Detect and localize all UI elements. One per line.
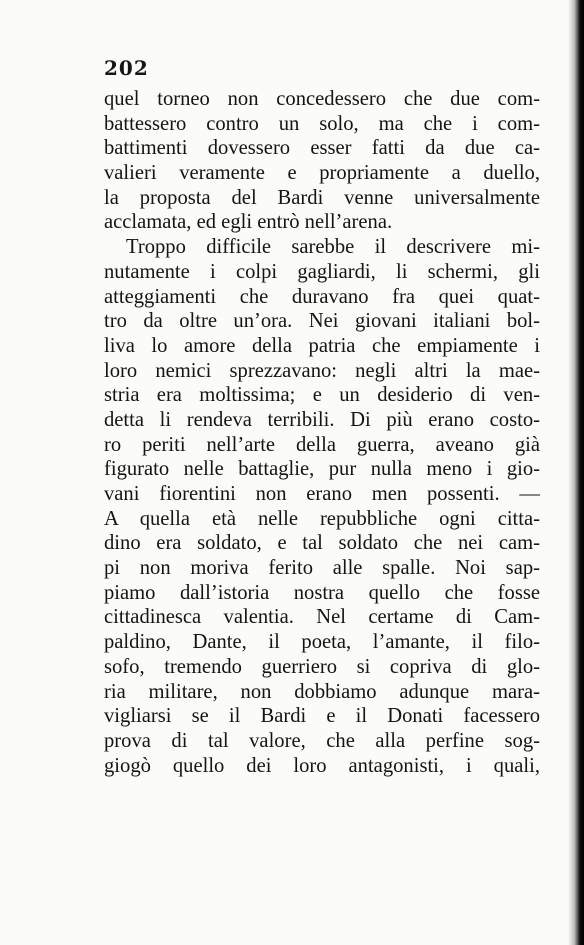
- text-line: vigliarsi se il Bardi e il Donati facessero: [104, 705, 540, 728]
- text-line: Troppo difficile sarebbe il descrivere mi-: [126, 236, 540, 259]
- page-edge-shadow: [568, 0, 584, 945]
- text-line: atteggiamenti che duravano fra quei quat-: [104, 285, 540, 308]
- text-line: vani fiorentini non erano men possenti. —: [104, 483, 540, 505]
- text-line: battessero contro un solo, ma che i com-: [104, 112, 540, 135]
- text-line: tro da oltre un’ora. Nei giovani italiani bol-: [104, 310, 540, 333]
- text-line: valieri veramente e propriamente a duello,: [104, 162, 540, 185]
- text-line: nutamente i colpi gagliardi, li schermi, gli: [104, 260, 540, 283]
- text-line: stria era moltissima; e un desiderio di ven-: [104, 384, 540, 407]
- body-text: [104, 87, 540, 778]
- text-line: prova di tal valore, che alla perfine sog-: [104, 729, 540, 752]
- text-line: figurato nelle battaglie, pur nulla meno i gio-: [104, 458, 540, 481]
- text-line: loro nemici sprezzavano: negli altri la mae-: [104, 359, 540, 382]
- text-line: sofo, tremendo guerriero si copriva di glo-: [104, 655, 540, 678]
- text-line: la proposta del Bardi venne universalmente: [104, 186, 540, 209]
- text-line: detta li rendeva terribili. Di più erano costo-: [104, 408, 540, 431]
- text-line: quel torneo non concedessero che due com-: [104, 88, 540, 110]
- text-line: A quella età nelle repubbliche ogni citta-: [104, 507, 540, 530]
- text-line: piamo dall’istoria nostra quello che fosse: [104, 581, 540, 604]
- page-number: 202: [104, 56, 149, 80]
- text-line: acclamata, ed egli entrò nell’arena.: [104, 211, 393, 234]
- text-line: pi non moriva ferito alle spalle. Noi sap-: [104, 557, 540, 580]
- text-line: ro periti nell’arte della guerra, aveano già: [104, 433, 540, 456]
- text-line: battimenti dovessero esser fatti da due ca-: [104, 137, 540, 160]
- text-line: dino era soldato, e tal soldato che nei cam-: [104, 532, 540, 555]
- text-line: cittadinesca valentia. Nel certame di Cam-: [104, 606, 540, 629]
- text-line: giogò quello dei loro antagonisti, i quali,: [104, 754, 540, 777]
- text-line: paldino, Dante, il poeta, l’amante, il filo-: [104, 631, 540, 654]
- text-line: liva lo amore della patria che empiamente i: [104, 334, 540, 357]
- text-line: ria militare, non dobbiamo adunque mara-: [104, 680, 540, 703]
